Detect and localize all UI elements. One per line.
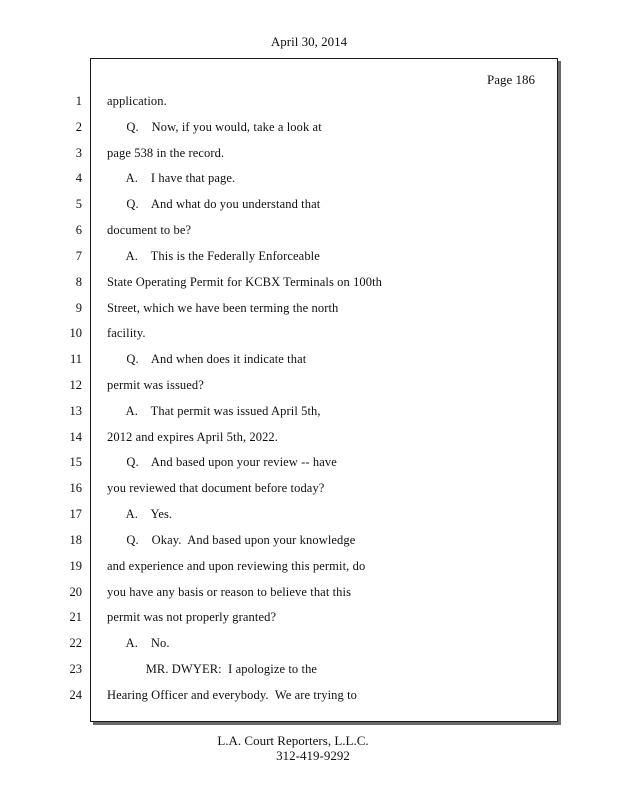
transcript-line: application. (107, 94, 167, 108)
line-number: 12 (69, 378, 82, 392)
line-number: 20 (69, 585, 82, 599)
header-date: April 30, 2014 (270, 34, 348, 49)
transcript-line: and experience and upon reviewing this permit, do (107, 559, 366, 573)
transcript-line: State Operating Permit for KCBX Terminals on 100th (107, 275, 383, 289)
transcript-line: A. No. (107, 636, 170, 650)
transcript-line: 2012 and expires April 5th, 2022. (107, 430, 278, 444)
line-number: 8 (75, 275, 82, 289)
transcript-line: permit was issued? (107, 378, 204, 392)
line-number: 15 (69, 455, 82, 469)
line-number: 24 (69, 688, 82, 702)
footer-company: L.A. Court Reporters, L.L.C. (217, 733, 369, 748)
transcript-line: Q. Now, if you would, take a look at (107, 120, 322, 134)
transcript-line: A. This is the Federally Enforceable (107, 249, 320, 263)
transcript-line: Hearing Officer and everybody. We are trying to (107, 688, 357, 702)
line-number: 18 (69, 533, 82, 547)
line-number: 23 (69, 662, 82, 676)
line-number: 17 (69, 507, 82, 521)
line-number: 1 (75, 94, 82, 108)
line-number: 6 (75, 223, 82, 237)
line-number: 3 (75, 146, 82, 160)
transcript-line: Q. And based upon your review -- have (107, 455, 337, 469)
transcript-line: document to be? (107, 223, 192, 237)
transcript-line: Q. Okay. And based upon your knowledge (107, 533, 356, 547)
line-number: 16 (69, 481, 82, 495)
line-number: 19 (69, 559, 82, 573)
line-number: 21 (69, 610, 82, 624)
line-number: 7 (75, 249, 82, 263)
transcript-line: A. That permit was issued April 5th, (107, 404, 321, 418)
transcript-line: A. I have that page. (107, 171, 236, 185)
transcript-line: Q. And when does it indicate that (107, 352, 307, 366)
transcript-line: you reviewed that document before today? (107, 481, 325, 495)
transcript-line: Q. And what do you understand that (107, 197, 321, 211)
footer-phone: 312-419-9292 (276, 748, 350, 763)
transcript-line: Street, which we have been terming the north (107, 301, 339, 315)
transcript-line: facility. (107, 326, 146, 340)
page-number: Page 186 (486, 72, 535, 87)
transcript-line: permit was not properly granted? (107, 610, 277, 624)
line-number: 9 (75, 301, 82, 315)
line-number: 13 (69, 404, 82, 418)
line-number: 5 (75, 197, 82, 211)
line-number: 2 (75, 120, 82, 134)
transcript-line: A. Yes. (107, 507, 173, 521)
line-number: 11 (69, 352, 82, 366)
transcript-line: you have any basis or reason to believe that this (107, 585, 352, 599)
line-number: 22 (69, 636, 82, 650)
line-number: 4 (75, 171, 82, 185)
line-number: 10 (69, 326, 82, 340)
transcript-line: MR. DWYER: I apologize to the (107, 662, 318, 676)
line-number: 14 (69, 430, 82, 444)
transcript-line: page 538 in the record. (107, 146, 225, 160)
